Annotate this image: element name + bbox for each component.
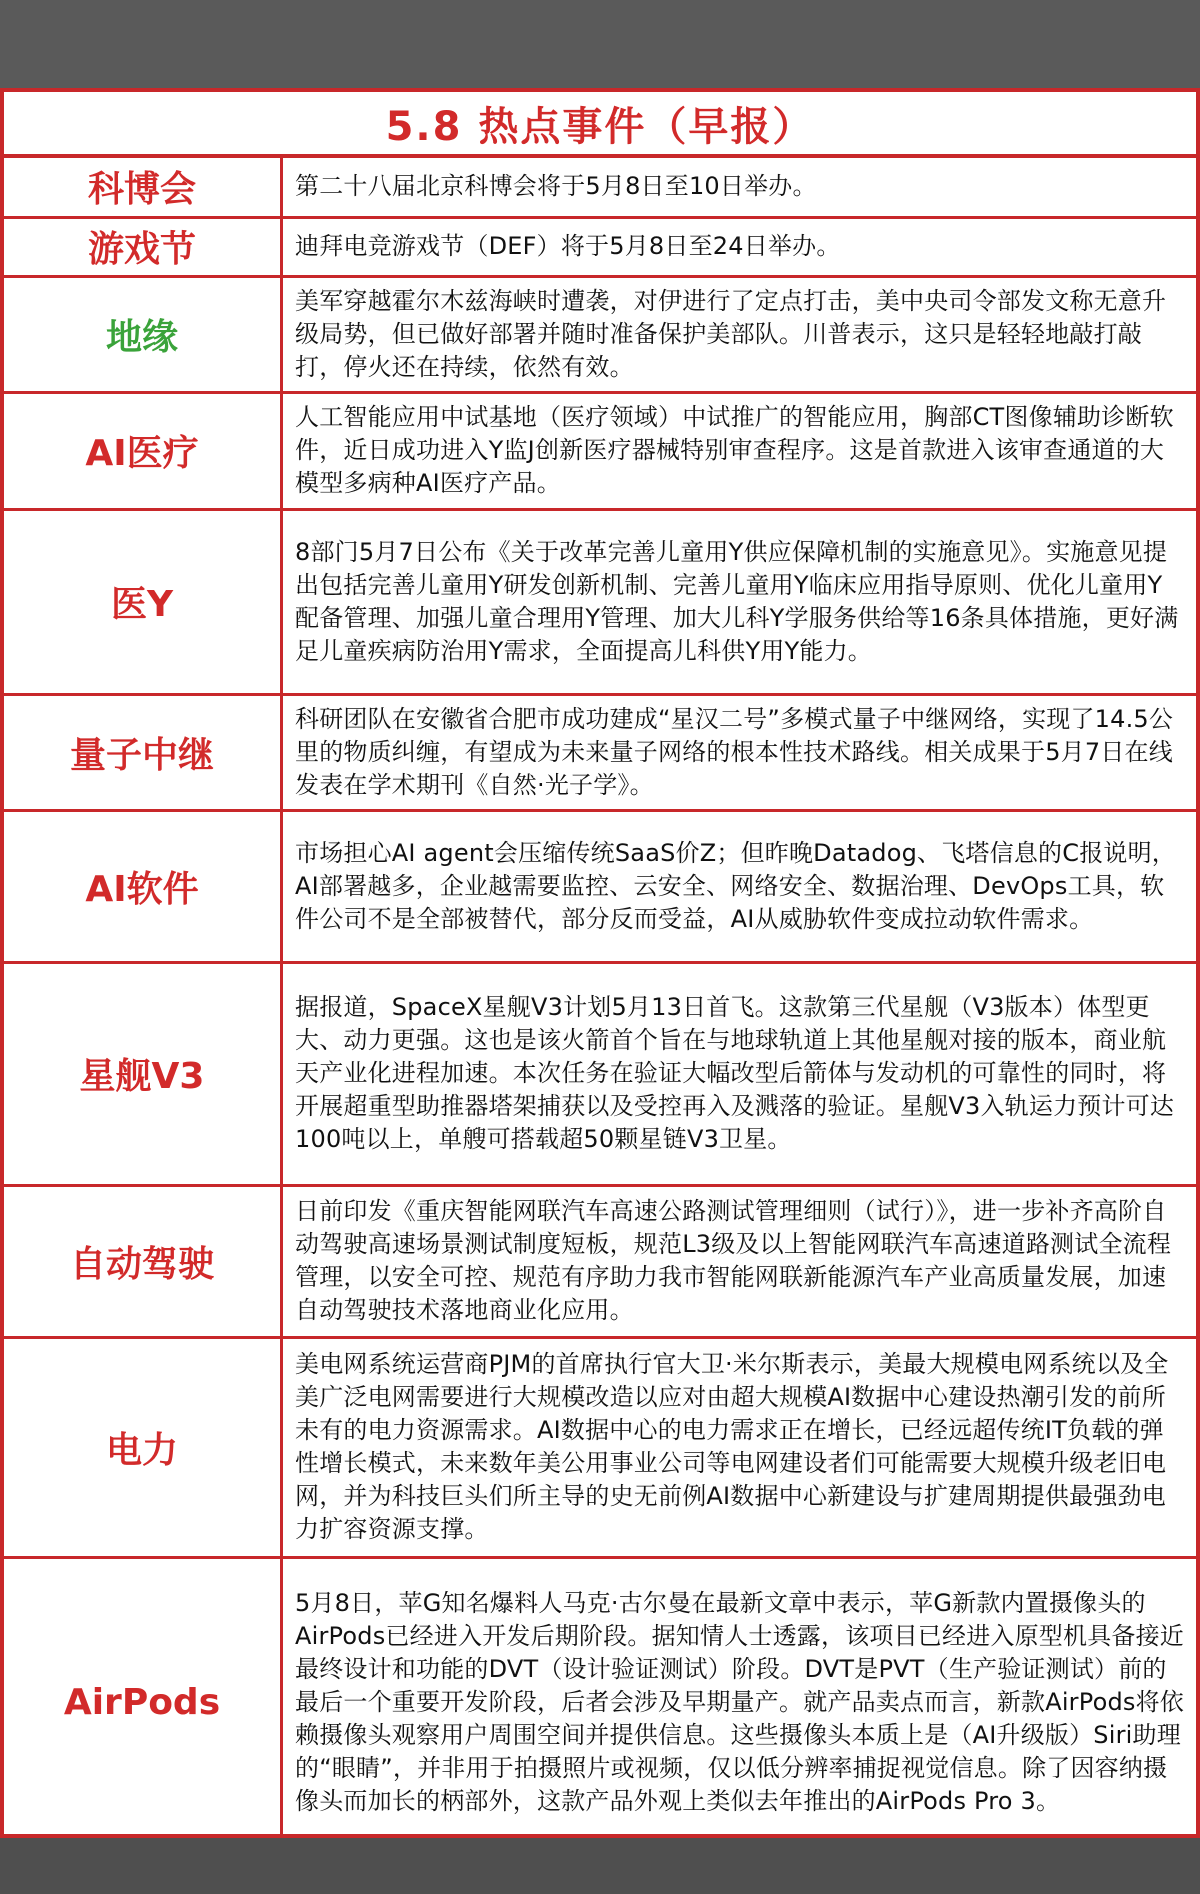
row-label-airpods: AirPods (4, 1557, 282, 1847)
table-row (4, 962, 1196, 1185)
table-row (4, 509, 1196, 694)
row-text-medicine: 8部门5月7日公布《关于改革完善儿童用Y供应保障机制的实施意见》。实施意见提出包括完善儿童用Y研发创新机制、完善儿童用Y临床应用指导原则、优化儿童用Y配备管理、加强儿童合理用Y管理、加大儿科Y学服务供给等16条具体措施，更好满足儿童疾病防治用Y需求，全面提高儿科供Y用Y能力。 (282, 509, 1197, 694)
row-label-ai-medical: AI医疗 (4, 392, 282, 509)
bottom-background-band (0, 1838, 1200, 1894)
row-label-starship: 星舰V3 (4, 962, 282, 1185)
row-label-kebohui: 科博会 (4, 158, 282, 217)
table-row (4, 158, 1196, 217)
news-sheet (0, 88, 1200, 1838)
row-text-airpods: 5月8日，苹G知名爆料人马克·古尔曼在最新文章中表示，苹G新款内置摄像头的AirPods已经进入开发后期阶段。据知情人士透露，该项目已经进入原型机具备接近最终设计和功能的DVT（设计验证测试）阶段。DVT是PVT（生产验证测试）前的最后一个重要开发阶段，后者会涉及早期量产。就产品卖点而言，新款AirPods将依赖摄像头观察用户周围空间并提供信息。这些摄像头本质上是（AI升级版）Siri助理的“眼睛”，并非用于拍摄照片或视频，仅以低分辨率捕捉视觉信息。除了因容纳摄像头而加长的柄部外，这款产品外观上类似去年推出的AirPods Pro 3。 (282, 1557, 1197, 1847)
table-row (4, 276, 1196, 392)
row-text-power: 美电网系统运营商PJM的首席执行官大卫·米尔斯表示，美最大规模电网系统以及全美广泛电网需要进行大规模改造以应对由超大规模AI数据中心建设热潮引发的前所未有的电力资源需求。AI数据中心的电力需求正在增长，已经远超传统IT负载的弹性增长模式，未来数年美公用事业公司等电网建设者们可能需要大规模升级老旧电网，并为科技巨头们所主导的史无前例AI数据中心新建设与扩建周期提供最强劲电力扩容资源支撑。 (282, 1337, 1197, 1557)
row-label-ai-software: AI软件 (4, 810, 282, 962)
table-row (4, 1557, 1196, 1847)
row-text-starship: 据报道，SpaceX星舰V3计划5月13日首飞。这款第三代星舰（V3版本）体型更大、动力更强。这也是该火箭首个旨在与地球轨道上其他星舰对接的版本，商业航天产业化进程加速。本次任务在验证大幅改型后箭体与发动机的可靠性的同时，将开展超重型助推器塔架捕获以及受控再入及溅落的验证。星舰V3入轨运力预计可达100吨以上，单艘可搭载超50颗星链V3卫星。 (282, 962, 1197, 1185)
row-text-ai-medical: 人工智能应用中试基地（医疗领域）中试推广的智能应用，胸部CT图像辅助诊断软件，近日成功进入Y监J创新医疗器械特别审查程序。这是首款进入该审查通道的大模型多病种AI医疗产品。 (282, 392, 1197, 509)
news-table (4, 158, 1196, 1847)
table-row (4, 1185, 1196, 1337)
table-row (4, 810, 1196, 962)
row-label-quantum-relay: 量子中继 (4, 694, 282, 810)
row-text-geopolitics: 美军穿越霍尔木兹海峡时遭袭，对伊进行了定点打击，美中央司令部发文称无意升级局势，但已做好部署并随时准备保护美部队。川普表示，这只是轻轻地敲打敲打，停火还在持续，依然有效。 (282, 276, 1197, 392)
row-text-kebohui: 第二十八届北京科博会将于5月8日至10日举办。 (282, 158, 1197, 217)
top-background-band (0, 0, 1200, 88)
row-label-medicine: 医Y (4, 509, 282, 694)
table-row (4, 694, 1196, 810)
row-text-ai-software: 市场担心AI agent会压缩传统SaaS价Z；但昨晚Datadog、飞塔信息的C报说明，AI部署越多，企业越需要监控、云安全、网络安全、数据治理、DevOps工具，软件公司不是全部被替代，部分反而受益，AI从威胁软件变成拉动软件需求。 (282, 810, 1197, 962)
row-text-game-festival: 迪拜电竞游戏节（DEF）将于5月8日至24日举办。 (282, 217, 1197, 276)
row-label-power: 电力 (4, 1337, 282, 1557)
row-label-geopolitics: 地缘 (4, 276, 282, 392)
row-text-quantum-relay: 科研团队在安徽省合肥市成功建成“星汉二号”多模式量子中继网络，实现了14.5公里的物质纠缠，有望成为未来量子网络的根本性技术路线。相关成果于5月7日在线发表在学术期刊《自然·光子学》。 (282, 694, 1197, 810)
page-title: 5.8 热点事件（早报） (4, 92, 1196, 158)
table-row (4, 392, 1196, 509)
table-row (4, 217, 1196, 276)
table-row (4, 1337, 1196, 1557)
row-label-autonomous-driving: 自动驾驶 (4, 1185, 282, 1337)
row-text-autonomous-driving: 日前印发《重庆智能网联汽车高速公路测试管理细则（试行）》，进一步补齐高阶自动驾驶高速场景测试制度短板，规范L3级及以上智能网联汽车高速道路测试全流程管理，以安全可控、规范有序助力我市智能网联新能源汽车产业高质量发展，加速自动驾驶技术落地商业化应用。 (282, 1185, 1197, 1337)
row-label-game-festival: 游戏节 (4, 217, 282, 276)
